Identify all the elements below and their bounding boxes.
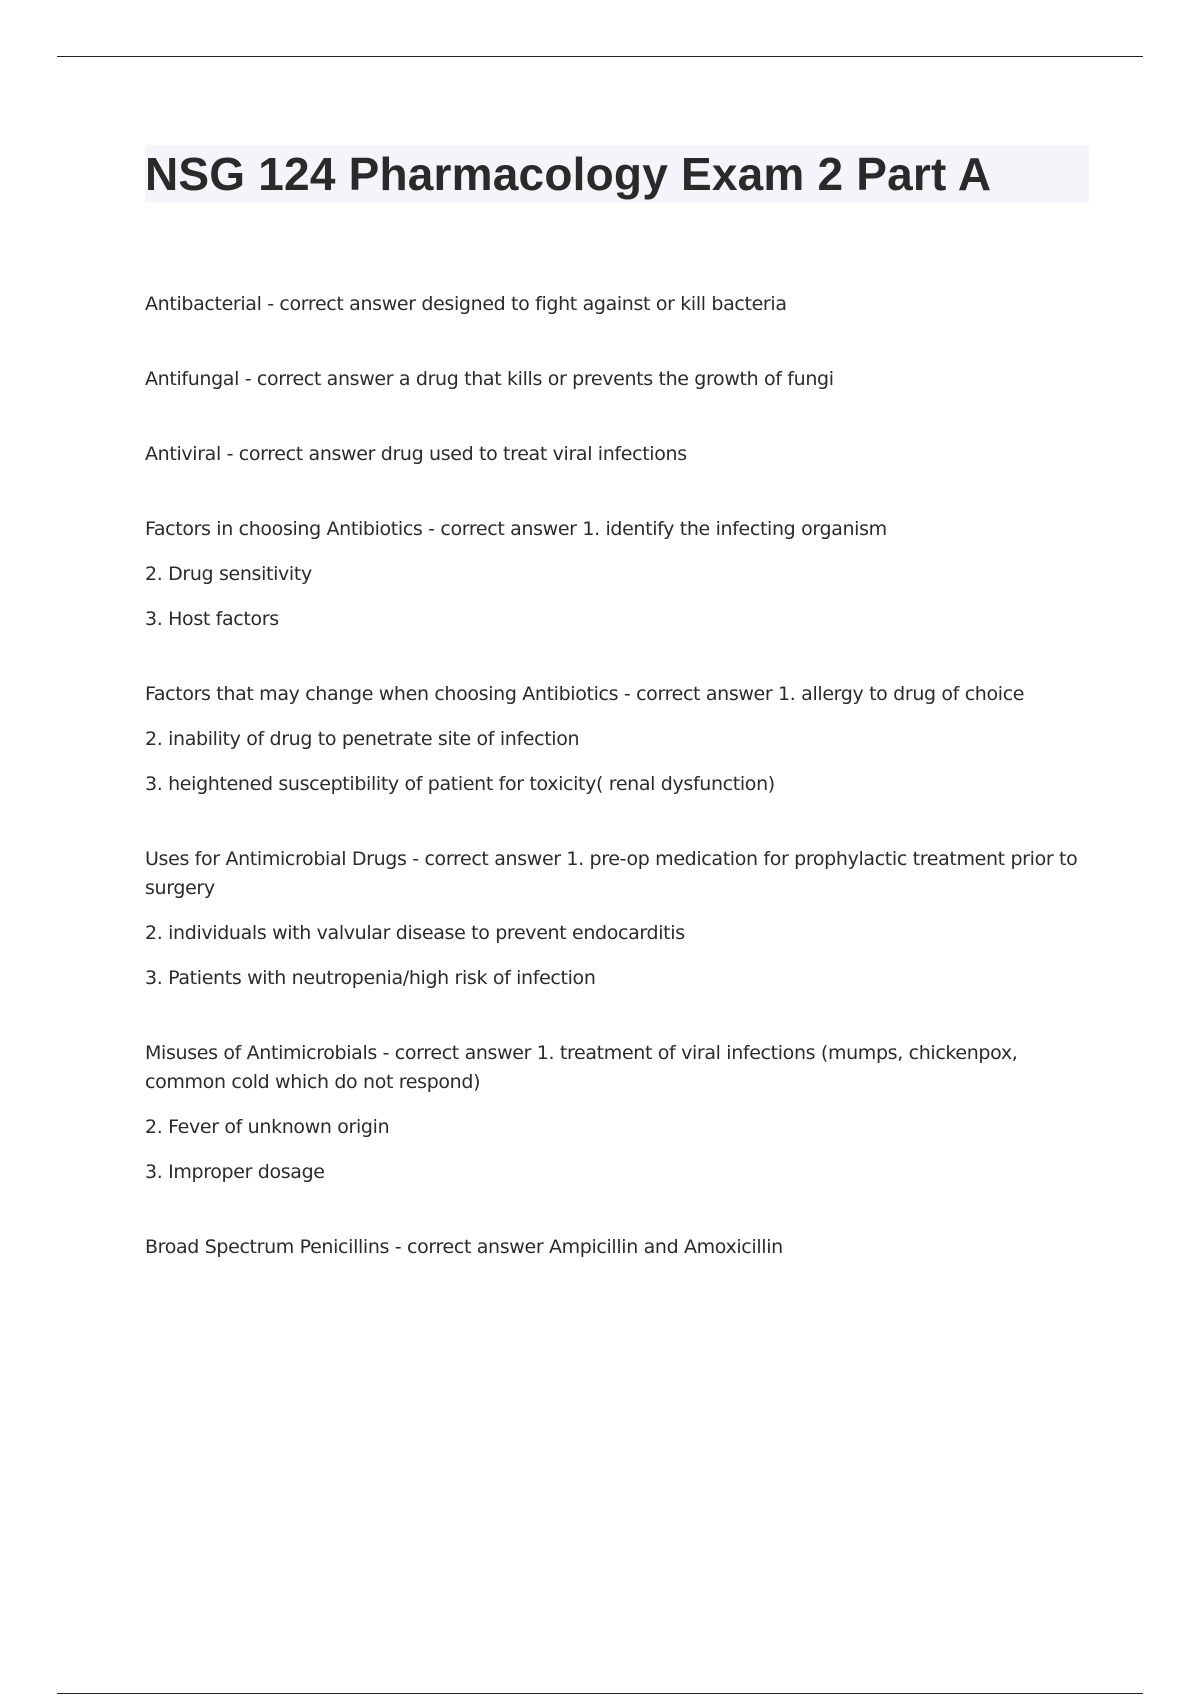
entry-line: Broad Spectrum Penicillins - correct answer Ampicillin and Amoxicillin bbox=[145, 1236, 783, 1258]
header-rule bbox=[57, 56, 1143, 57]
entry-line: Antibacterial - correct answer designed to fight against or kill bacteria bbox=[145, 293, 787, 315]
page-title: NSG 124 Pharmacology Exam 2 Part A bbox=[145, 148, 992, 200]
entry-line: 3. Host factors bbox=[145, 608, 279, 630]
entry-line: Antifungal - correct answer a drug that kills or prevents the growth of fungi bbox=[145, 368, 834, 390]
footer-rule bbox=[57, 1693, 1143, 1694]
document-body bbox=[145, 290, 1090, 1308]
entry-line: Antiviral - correct answer drug used to treat viral infections bbox=[145, 443, 687, 465]
entry-factors-may-change bbox=[145, 680, 1090, 799]
entry-line: Misuses of Antimicrobials - correct answer 1. treatment of viral infections (mumps, chickenpox, common cold which do not respond) bbox=[145, 1042, 1018, 1093]
entry-line: 3. Improper dosage bbox=[145, 1161, 325, 1183]
entry-line: 3. heightened susceptibility of patient for toxicity( renal dysfunction) bbox=[145, 773, 775, 795]
entry-line: 3. Patients with neutropenia/high risk of infection bbox=[145, 967, 596, 989]
entry-antiviral bbox=[145, 440, 1090, 469]
entry-line: Uses for Antimicrobial Drugs - correct answer 1. pre-op medication for prophylactic treatment prior to surgery bbox=[145, 848, 1078, 899]
entry-antifungal bbox=[145, 365, 1090, 394]
entry-uses-antimicrobial bbox=[145, 845, 1090, 993]
entry-misuses-antimicrobials bbox=[145, 1039, 1090, 1187]
entry-antibacterial bbox=[145, 290, 1090, 319]
entry-line: 2. Drug sensitivity bbox=[145, 563, 312, 585]
entry-line: 2. individuals with valvular disease to prevent endocarditis bbox=[145, 922, 685, 944]
entry-line: Factors that may change when choosing Antibiotics - correct answer 1. allergy to drug of choice bbox=[145, 683, 1025, 705]
entry-line: Factors in choosing Antibiotics - correct answer 1. identify the infecting organism bbox=[145, 518, 887, 540]
entry-factors-choosing-antibiotics bbox=[145, 515, 1090, 634]
entry-line: 2. Fever of unknown origin bbox=[145, 1116, 390, 1138]
entry-line: 2. inability of drug to penetrate site of infection bbox=[145, 728, 580, 750]
entry-broad-spectrum-penicillins bbox=[145, 1233, 1090, 1262]
